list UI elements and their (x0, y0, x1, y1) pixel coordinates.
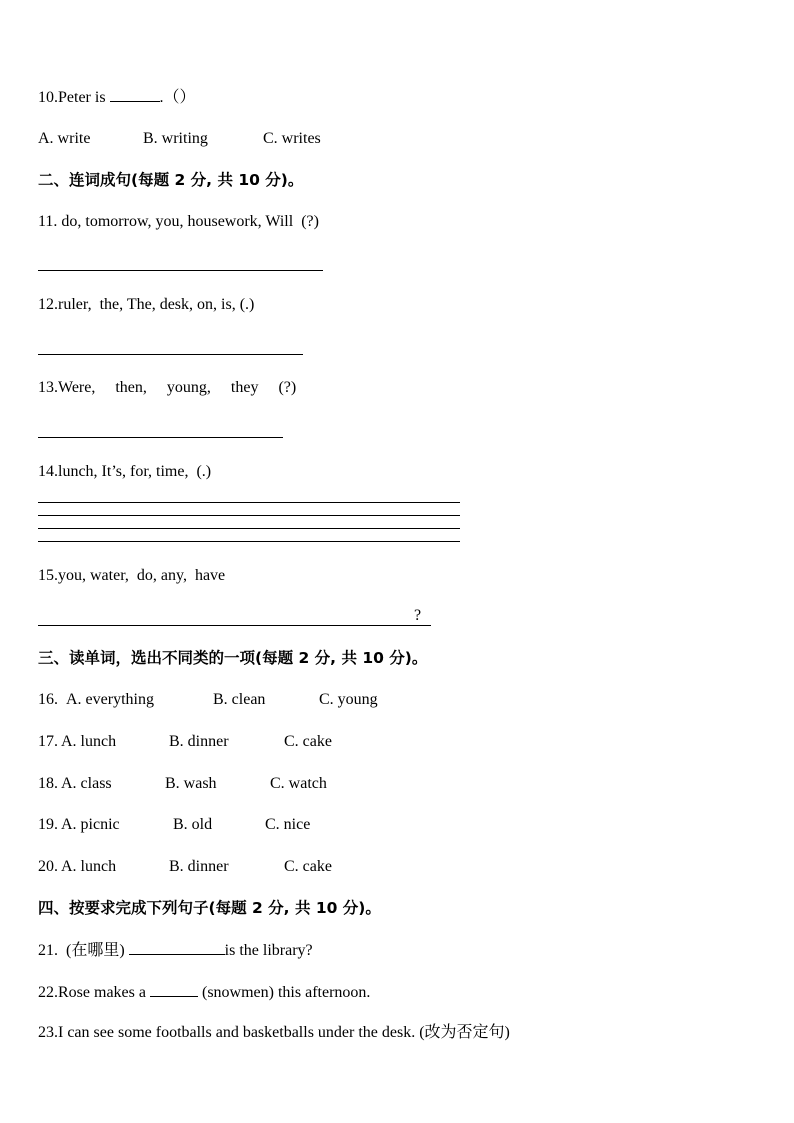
question-21-prefix: 21. (在哪里) (38, 942, 129, 959)
question-21-blank[interactable] (129, 940, 225, 955)
question-17-option-c[interactable]: C. cake (284, 733, 332, 750)
section-4-heading: 四、按要求完成下列句子(每题 2 分, 共 10 分)。 (38, 899, 381, 917)
question-19 (38, 815, 310, 835)
question-17 (38, 732, 332, 752)
question-21-suffix: is the library? (224, 942, 313, 959)
question-14-answer-line-4[interactable] (38, 541, 460, 542)
question-15-end-mark: ? (414, 607, 422, 624)
question-20-option-c[interactable]: C. cake (284, 858, 332, 875)
question-18-number: 18. (38, 775, 58, 792)
question-13-answer-line[interactable] (38, 437, 283, 438)
question-14-answer-line-1[interactable] (38, 502, 460, 503)
question-18-option-b[interactable]: B. wash (165, 775, 217, 792)
question-10-prefix: Peter is (58, 89, 110, 106)
question-10-suffix: .（） (159, 89, 196, 106)
question-22-blank[interactable] (150, 982, 198, 997)
question-21 (38, 940, 313, 961)
question-10-option-c[interactable]: C. writes (263, 130, 321, 147)
question-16-option-b[interactable]: B. clean (213, 691, 266, 708)
question-15: 15.you, water, do, any, have (38, 567, 226, 584)
question-20-option-b[interactable]: B. dinner (169, 858, 229, 875)
question-18-option-a[interactable]: A. class (61, 775, 112, 792)
question-19-option-c[interactable]: C. nice (265, 816, 311, 833)
question-10-options (38, 129, 321, 149)
question-18 (38, 774, 327, 794)
question-19-option-b[interactable]: B. old (173, 816, 213, 833)
question-12: 12.ruler, the, The, desk, on, is, (.) (38, 296, 255, 313)
question-10-blank[interactable] (110, 87, 160, 102)
question-14-answer-line-3[interactable] (38, 528, 460, 529)
question-22-prefix: 22.Rose makes a (38, 984, 150, 1001)
question-10-number: 10. (38, 89, 58, 106)
question-16-option-c[interactable]: C. young (319, 691, 378, 708)
section-2-heading: 二、连词成句(每题 2 分, 共 10 分)。 (38, 171, 304, 189)
question-13: 13.Were, then, young, they (?) (38, 379, 297, 396)
question-10-option-b[interactable]: B. writing (143, 130, 208, 147)
section-3-heading: 三、读单词，选出不同类的一项(每题 2 分, 共 10 分)。 (38, 649, 428, 667)
question-19-number: 19. (38, 816, 58, 833)
question-16 (38, 690, 378, 710)
question-20-option-a[interactable]: A. lunch (61, 858, 117, 875)
question-22-suffix: (snowmen) this afternoon. (197, 984, 371, 1001)
question-19-option-a[interactable]: A. picnic (61, 816, 120, 833)
question-14: 14.lunch, It’s, for, time, (.) (38, 463, 212, 480)
question-12-answer-line[interactable] (38, 354, 303, 355)
question-20 (38, 857, 332, 877)
question-23: 23.I can see some footballs and basketballs under the desk. (改为否定句) (38, 1024, 510, 1041)
question-10-option-a[interactable]: A. write (38, 130, 91, 147)
question-14-answer-line-2[interactable] (38, 515, 460, 516)
question-10 (38, 87, 196, 108)
question-15-answer-line[interactable] (38, 625, 431, 626)
question-17-option-b[interactable]: B. dinner (169, 733, 229, 750)
question-18-option-c[interactable]: C. watch (270, 775, 327, 792)
question-17-number: 17. (38, 733, 58, 750)
question-17-option-a[interactable]: A. lunch (61, 733, 117, 750)
question-11: 11. do, tomorrow, you, housework, Will (?) (38, 213, 319, 230)
question-16-option-a[interactable]: A. everything (66, 691, 154, 708)
question-16-number: 16. (38, 691, 62, 708)
question-20-number: 20. (38, 858, 58, 875)
question-11-answer-line[interactable] (38, 270, 323, 271)
question-22 (38, 982, 370, 1003)
